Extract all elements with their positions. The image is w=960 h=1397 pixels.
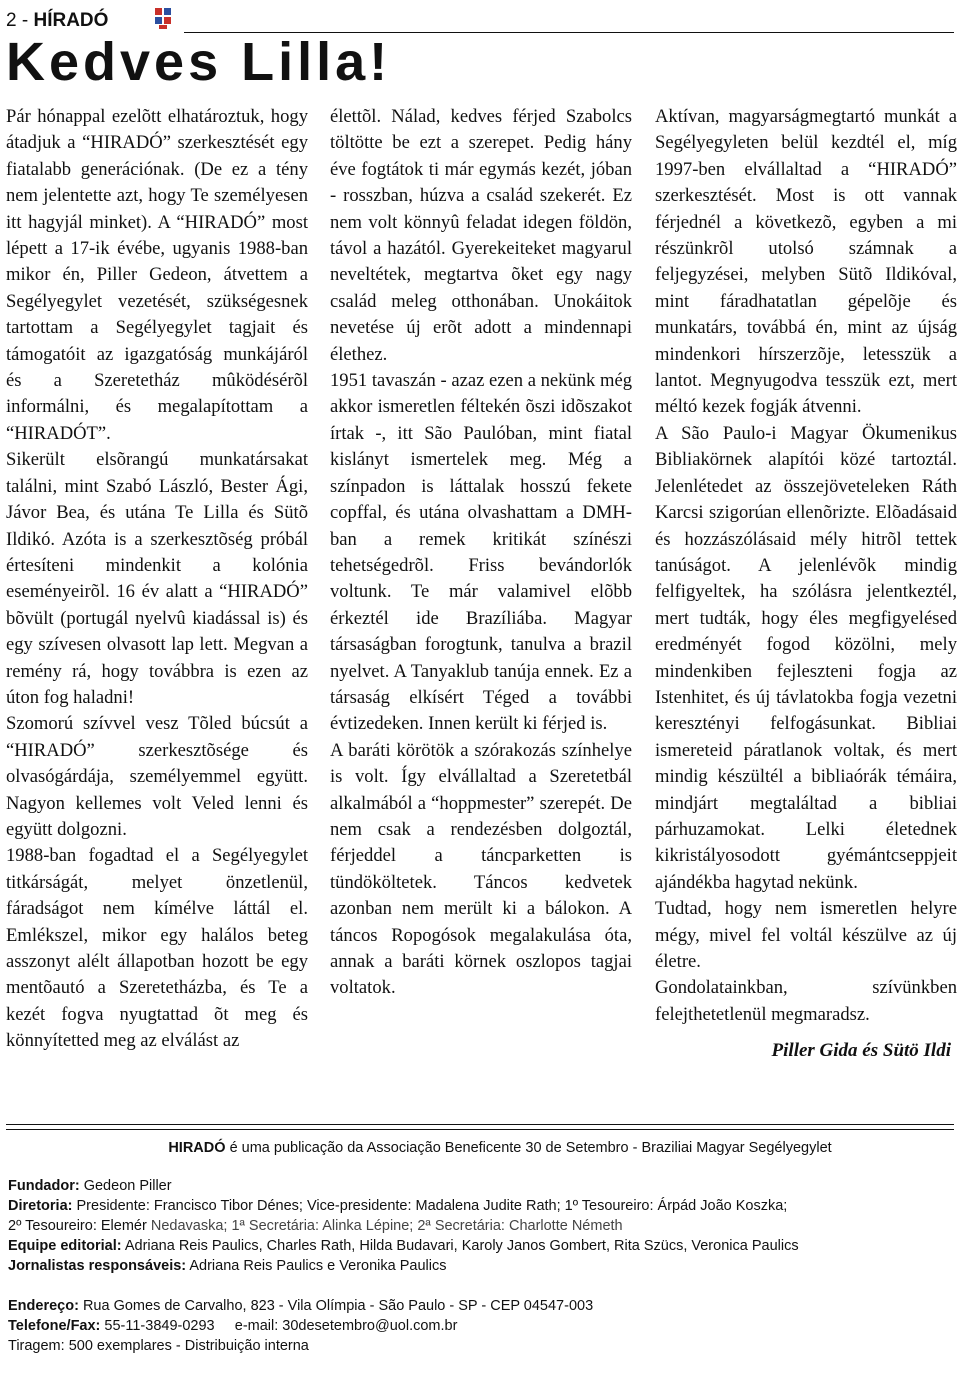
article-column-3 <box>655 104 957 1065</box>
publication-text: é uma publicação da Associação Beneficente 30 de Setembro - Braziliai Magyar Segélyegylet <box>229 1140 832 1156</box>
page-number: 2 - <box>6 10 29 31</box>
print-run: Tiragem: 500 exemplares - Distribuição interna <box>8 1338 309 1354</box>
article-column-1 <box>6 104 308 1055</box>
publication-notice <box>48 1138 952 1158</box>
section-name: HÍRADÓ <box>33 10 109 31</box>
board-line-2 <box>8 1216 952 1236</box>
article-title: Kedves Lilla! <box>6 32 392 92</box>
paragraph: 1951 tavaszán - azaz ezen a nekünk még akkor ismeretlen féltekén õszi idõszakot írtak -, itt São Paulóban, mint fiatal kislányt ismertelek meg. Még a színpadon is láttalak hosszú fekete copffal, és utána olvashattam a DMH-ban a remek kritikát színészi tehetségedrõl. Friss bevándorlók voltunk. Te már valamivel elõbb érkeztél ide Brazíliába. Magyar társaságban forogtunk, tanulva a brazil nyelvet. A Tanyaklub tanúja ennek. Ez a társaság elkísért Téged a további évtizedeken. Innen került ki férjed is. <box>330 370 632 735</box>
founder-value: Gedeon Piller <box>83 1178 172 1194</box>
address-line <box>8 1296 952 1316</box>
staff-block <box>8 1176 952 1276</box>
logo-icon <box>152 6 174 30</box>
footer-divider <box>6 1124 954 1125</box>
editorial-value: Adriana Reis Paulics, Charles Rath, Hilda Budavari, Karoly Janos Gombert, Rita Szücs, Veronica Paulics <box>124 1238 799 1254</box>
founder-line <box>8 1176 952 1196</box>
contact-block <box>8 1296 952 1356</box>
editorial-line <box>8 1236 952 1256</box>
article-body <box>6 104 956 1094</box>
board-label: Diretoria: <box>8 1198 73 1214</box>
paragraph: Gondolatainkban, szívünkben felejthetetlenül megmaradsz. <box>655 977 957 1025</box>
paragraph: A baráti körötök a szórakozás színhelye is volt. Így elvállaltad a Szeretetbál alkalmából a “hoppmester” szerepét. De nem csak a rendezésben dolgoztál, férjeddel a táncparketten is tündököltetek. Táncos kedvetek azonban nem merült ki a bálokon. A táncos Ropogósok megalakulása óta, annak a baráti körnek oszlopos tagjai voltatok. <box>330 739 632 999</box>
page-label <box>6 10 108 32</box>
paragraph: Aktívan, magyarságmegtartó munkát a Segélyegyleten belül kezdtél el, míg 1997-ben elvállaltad a “HIRADÓ” szerkesztését. Most is ott vannak férjednél a következõ, egyben a mi részünkrõl utolsó számnak a feljegyzései, melyben Sütõ Ildikóval, mint fáradhatatlan gépelõje és munkatárs, továbbá én, mint az újság mindenkori hírszerzõje, letesszük a lantot. Megnyugodva tesszük ezt, mert méltó kezek fogják átvenni. <box>655 106 957 418</box>
paragraph: Tudtad, hogy nem ismeretlen helyre mégy, mivel fel voltál készülve az új életre. <box>655 898 957 972</box>
editorial-label: Equipe editorial: <box>8 1238 122 1254</box>
phone-value: 55-11-3849-0293 <box>104 1318 215 1334</box>
paragraph: Pár hónappal ezelõtt elhatároztuk, hogy átadjuk a “HIRADÓ” szerkesztését egy fiatalabb generációnak. (De ez a tény nem jelentette azt, hogy Te személyesen itt hagyjál minket). A “HIRADÓ” most lépett a 17-ik évébe, ugyanis 1988-ban mikor én, Piller Gedeon, átvettem a Segélyegylet vezetését, szükségesnek tartottam a Segélyegylet tagjait és támogatóit az igazgatóság munkájáról és a Szeretetház mûködésérõl informálni, és megalapítottam a “HIRADÓT”. <box>6 106 308 444</box>
paragraph: Sikerült elsõrangú munkatársakat találni, mint Szabó László, Bester Ági, Jávor Bea, és utána Te Lilla és Sütõ Ildikó. Azóta is a szerkesztõség próbál értesíteni mindenkit a kolónia eseményeirõl. 16 év alatt a “HIRADÓ” bõvült (portugál nyelvû kiadással is) és egy szívesen olvasott lap lett. Megvan a remény rá, hogy továbbra is ezen az úton fog haladni! <box>6 449 308 708</box>
address-label: Endereço: <box>8 1298 79 1314</box>
page-header <box>6 4 954 34</box>
signature: Piller Gida és Sütö Ildi <box>771 1040 951 1062</box>
paragraph: A São Paulo-i Magyar Ökumenikus Bibliakörnek alapítói közé tartoztál. Jelenlétedet az összejöveteleken Ráth Karcsi szigorúan ellenõrizte. Elõadásaid és hozzászólásaid mély hitrõl tettek tanúságot. A jelenlévõk mindig felfigyeltek, ha szólásra jelentkeztél, mert tudták, hogy éles megfigyelésed eredményét fogod közölni, mely mindenkiben fejleszteni fogja az Istenhitet, és új távlatokba fogja vezetni keresztényi felfogásunkat. Bibliai ismereteid páratlanok voltak, és mert mindig készültél a bibliaórák témáira, mindjárt megtaláltad a bibliai párhuzamokat. Lelki életednek kikristályosodott gyémántcseppjeit ajándékba hagytad nekünk. <box>655 422 957 893</box>
phone-label: Telefone/Fax: <box>8 1318 101 1334</box>
journalists-value: Adriana Reis Paulics e Veronika Paulics <box>189 1258 447 1274</box>
paragraph: élettõl. Nálad, kedves férjed Szabolcs töltötte be ezt a szerepet. Pedig hány éve fogtátok ti már egymás kezét, jóban - rosszban, húzva a család szekerét. Ez nem volt könnyû feladat idegen földön, távol a hazától. Gyerekeiteket magyarul neveltétek, megtartva õket egy nagy család meleg otthonában. Unokáitok nevetése új erõt adott a mindennapi élethez. <box>330 106 632 365</box>
paragraph: 1988-ban fogadtad el a Segélyegylet titkárságát, melyet önzetlenül, fáradságot nem kímélve láttál el. Emlékszel, mikor egy halálos beteg asszonyt alélt állapotban hozott be egy mentõautó a Szeretetházba, és Te a kezét fogva nyugtattad õt meg és könnyítetted meg az elválást az <box>6 845 308 1052</box>
address-value: Rua Gomes de Carvalho, 823 - Vila Olímpia - São Paulo - SP - CEP 04547-003 <box>82 1298 594 1314</box>
board-value-2a: 2º Tesoureiro: Elemér <box>8 1218 147 1234</box>
masthead <box>8 1138 952 1356</box>
publication-name: HIRADÓ <box>168 1140 226 1156</box>
journalists-line <box>8 1256 952 1276</box>
footer-divider <box>6 1129 954 1130</box>
article-column-2 <box>330 104 632 1002</box>
board-line <box>8 1196 952 1216</box>
board-value-2b: Nedavaska; 1ª Secretária: Alinka Lépine; 2ª Secretária: Charlotte Németh <box>150 1218 623 1234</box>
founder-label: Fundador: <box>8 1178 80 1194</box>
phone-line <box>8 1316 952 1336</box>
running-head <box>6 4 954 34</box>
paragraph: Szomorú szívvel vesz Tõled búcsút a “HIRADÓ” szerkesztõsége és olvasógárdája, személyemmel együtt. Nagyon kellemes volt Veled lenni és együtt dolgozni. <box>6 713 308 840</box>
email-value: e-mail: 30desetembro@uol.com.br <box>234 1318 458 1334</box>
journalists-label: Jornalistas responsáveis: <box>8 1258 187 1274</box>
board-value: Presidente: Francisco Tibor Dénes; Vice-presidente: Madalena Judite Rath; 1º Tesoureiro: Árpád João Koszka; <box>76 1198 788 1214</box>
